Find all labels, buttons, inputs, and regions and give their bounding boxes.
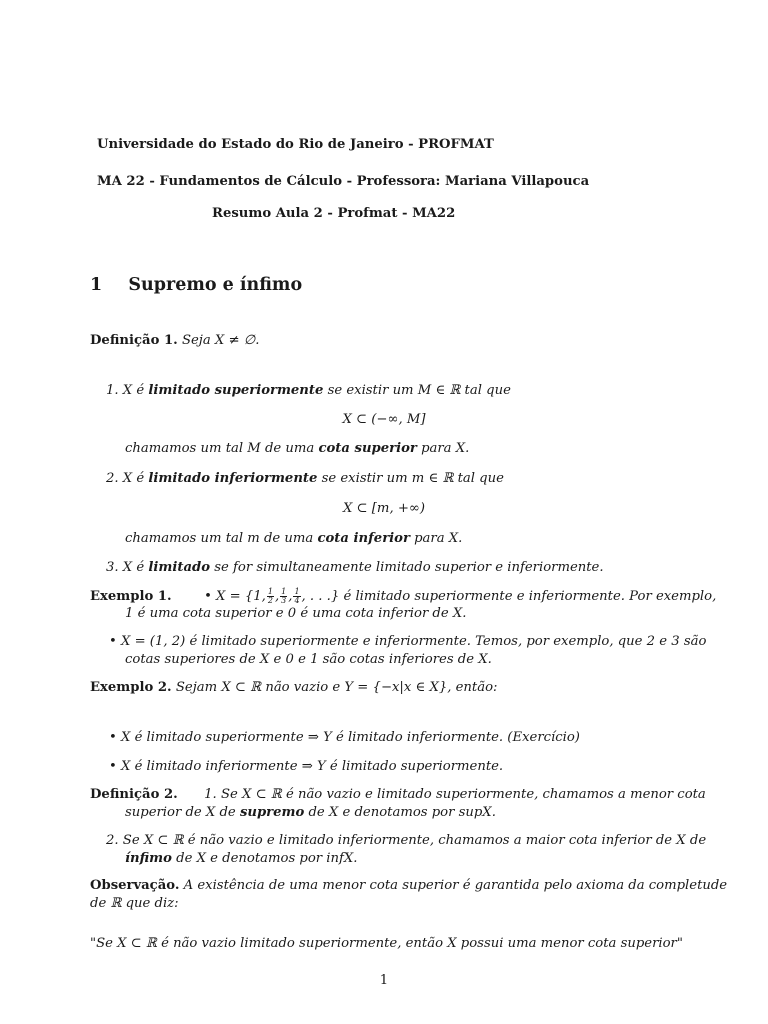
observation-line-2: de ℝ que diz: — [90, 896, 179, 911]
formula-lower-bound: X ⊂ [m, +∞) — [342, 501, 426, 516]
item-number: 1. — [106, 383, 119, 398]
definition-2-item-2-line-2 — [125, 851, 357, 866]
completeness-axiom-quote: "Se X ⊂ ℝ é não vazio limitado superiormente, então X possui uma menor cota superior" — [90, 936, 683, 951]
example-2-bullet-2-text: X é limitado inferiormente ⇒ Y é limitado superiormente. — [120, 759, 504, 774]
example-1-bullet-2 — [109, 634, 706, 649]
item-text: X é — [122, 471, 145, 486]
definition-2-item-2-line-1: Se X ⊂ ℝ é não vazio e limitado inferiormente, chamamos a maior cota inferior de X de — [122, 833, 707, 848]
example-1-bullet-1-line-2: 1 é uma cota superior e 0 é uma cota inferior de X. — [125, 606, 467, 621]
item-number: 2. — [106, 471, 119, 486]
definition-2-item-1 — [90, 787, 706, 802]
definition-2-item-1-line-1: Se X ⊂ ℝ é não vazio e limitado superiormente, chamamos a menor cota — [220, 787, 706, 802]
fraction-one-half: $\frac{1}{2}$ — [267, 587, 273, 605]
fraction-one-third: $\frac{1}{3}$ — [281, 587, 287, 605]
term-limitado: limitado — [148, 560, 211, 575]
item-text: para X. — [421, 441, 470, 456]
formula-upper-bound: X ⊂ (−∞, M] — [342, 412, 426, 427]
term-cota-inferior: cota inferior — [317, 531, 410, 546]
example-2-label: Exemplo 2. — [90, 680, 172, 695]
observation — [90, 878, 727, 893]
item-text: de X e denotamos por supX. — [308, 805, 496, 820]
definition-1-item-1 — [106, 383, 511, 398]
item-number: 1. — [204, 787, 217, 802]
section-title: Supremo e ínfimo — [128, 275, 303, 295]
definition-2-item-2 — [106, 833, 706, 848]
item-text: superior de X de — [125, 805, 236, 820]
bullet-icon: • — [109, 634, 117, 649]
term-cota-superior: cota superior — [318, 441, 417, 456]
page-number: 1 — [379, 973, 389, 988]
item-text: de X e denotamos por infX. — [176, 851, 358, 866]
section-number: 1 — [90, 275, 103, 295]
item-text: se existir um m ∈ ℝ tal que — [321, 471, 504, 486]
definition-1-item-2 — [106, 471, 504, 486]
example-2-bullet-1 — [109, 730, 580, 745]
item-text: se existir um M ∈ ℝ tal que — [327, 383, 511, 398]
definition-1-intro: Seja X ≠ ∅. — [181, 333, 260, 348]
definition-1-item-2-note — [125, 531, 462, 546]
observation-line-1: A existência de uma menor cota superior é garantida pelo axioma da completude — [183, 878, 728, 893]
example-2-bullet-1-text: X é limitado superiormente ⇒ Y é limitado inferiormente. (Exercício) — [120, 730, 580, 745]
example-2-bullet-2 — [109, 759, 503, 774]
definition-2-label: Definição 2. — [90, 787, 178, 802]
item-text: X é — [122, 560, 145, 575]
item-number: 3. — [106, 560, 119, 575]
university-heading: Universidade do Estado do Rio de Janeiro - PROFMAT — [97, 137, 494, 152]
example-1: Exemplo 1. • X = {1, $\frac{1}{2}$ , $\frac{1}{3}$ , $\frac{1}{4}$ , . . .} é limitado superiormente e inferiormente. Por exemplo, — [90, 587, 717, 605]
definition-1-header — [90, 333, 259, 348]
example-1-bullet-2-line-2: cotas superiores de X e 0 e 1 são cotas inferiores de X. — [125, 652, 492, 667]
example-1-label: Exemplo 1. — [90, 589, 172, 604]
observation-label: Observação. — [90, 878, 180, 893]
item-text: X é — [122, 383, 145, 398]
term-infimo: ínfimo — [125, 851, 172, 866]
example-2-intro: Sejam X ⊂ ℝ não vazio e Y = {−x|x ∈ X}, então: — [175, 680, 498, 695]
item-number: 2. — [106, 833, 119, 848]
example-2-header — [90, 680, 497, 695]
definition-1-item-1-note — [125, 441, 469, 456]
term-limitado-superiormente: limitado superiormente — [148, 383, 324, 398]
definition-2-item-1-line-2 — [125, 805, 496, 820]
item-text: se for simultaneamente limitado superior e inferiormente. — [214, 560, 604, 575]
section-heading — [90, 275, 302, 295]
definition-1-item-3 — [106, 560, 604, 575]
bullet-icon: • — [204, 589, 212, 604]
document-subtitle: Resumo Aula 2 - Profmat - MA22 — [212, 206, 456, 221]
example-1-bullet-2-line-1: X = (1, 2) é limitado superiormente e inferiormente. Temos, por exemplo, que 2 e 3 são — [120, 634, 707, 649]
item-text: chamamos um tal m de uma — [125, 531, 314, 546]
item-text: chamamos um tal M de uma — [125, 441, 315, 456]
definition-1-label: Definição 1. — [90, 333, 178, 348]
term-supremo: supremo — [239, 805, 305, 820]
fraction-one-fourth: $\frac{1}{4}$ — [294, 587, 300, 605]
example-1-set-end: , . . .} é limitado superiormente e inferiormente. Por exemplo, — [301, 589, 717, 604]
bullet-icon: • — [109, 730, 117, 745]
item-text: para X. — [414, 531, 463, 546]
term-limitado-inferiormente: limitado inferiormente — [148, 471, 318, 486]
example-1-set-start: X = {1, — [216, 589, 266, 604]
bullet-icon: • — [109, 759, 117, 774]
course-heading: MA 22 - Fundamentos de Cálculo - Professora: Mariana Villapouca — [97, 174, 590, 189]
